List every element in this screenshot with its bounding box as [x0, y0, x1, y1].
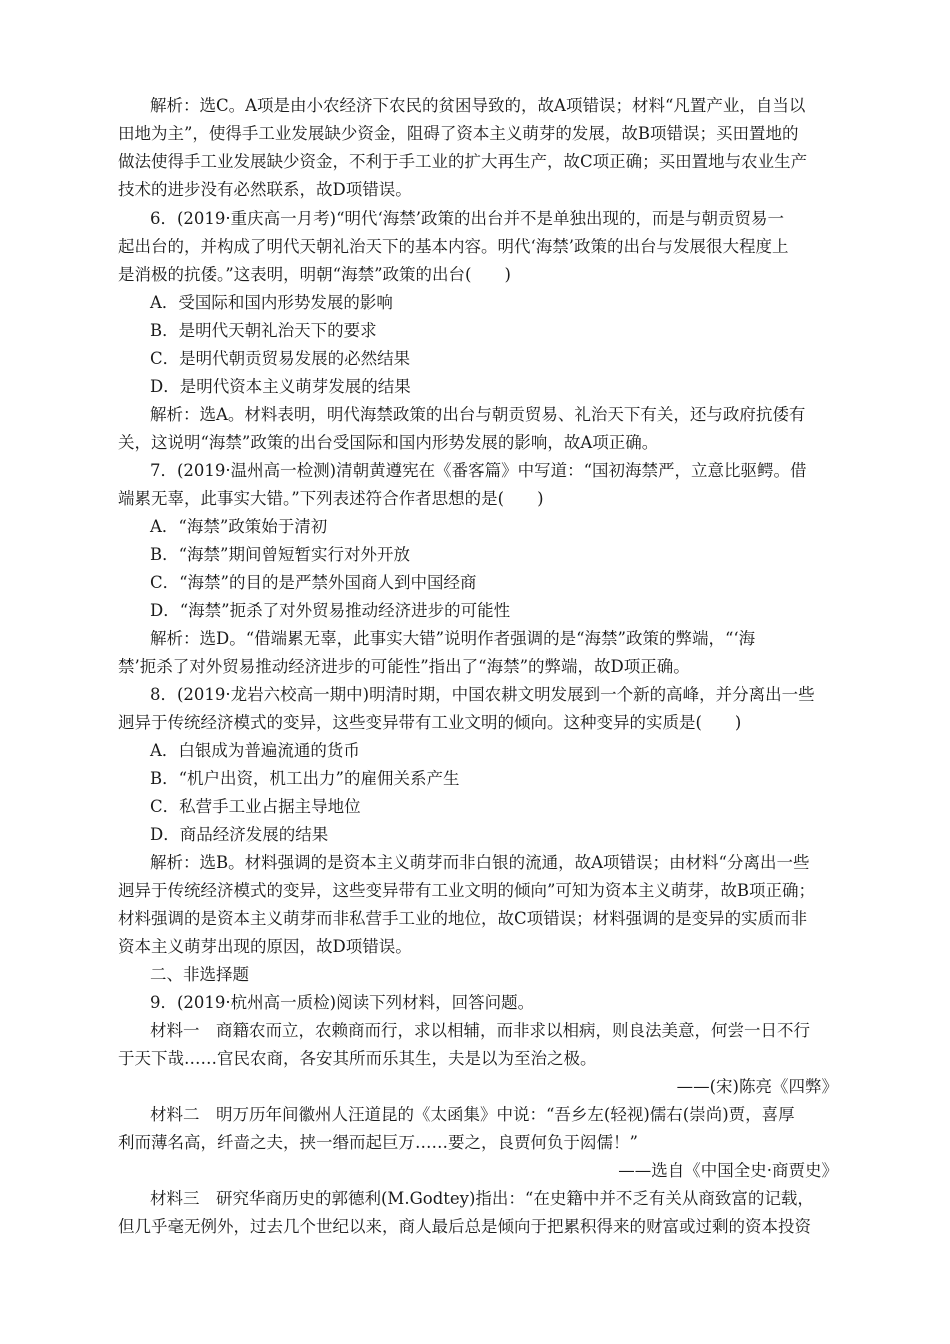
question-7-stem-line-2: 端累无辜，此事实大错。”下列表述符合作者思想的是( ) [118, 489, 544, 508]
analysis-7-line-1: 解析：选D。“借端累无辜，此事实大错”说明作者强调的是“海禁”政策的弊端，“‘海 [150, 629, 756, 648]
analysis-8-line-3: 材料强调的是资本主义萌芽而非私营手工业的地位，故C项错误；材料强调的是变异的实质而非 [118, 909, 808, 928]
question-6-option-c: C．是明代朝贡贸易发展的必然结果 [150, 349, 411, 368]
material-2-source: ——选自《中国全史·商贾史》 [618, 1161, 838, 1180]
analysis-8-line-2: 迥异于传统经济模式的变异，这些变异带有工业文明的倾向”可知为资本主义萌芽，故B项正确； [118, 881, 816, 900]
question-9-stem: 9．(2019·杭州高一质检)阅读下列材料，回答问题。 [150, 993, 535, 1012]
question-6-stem-line-2: 起出台的，并构成了明代天朝礼治天下的基本内容。明代‘海禁’政策的出台与发展很大程度上 [118, 237, 789, 256]
question-6-stem-line-1: 6．(2019·重庆高一月考)“明代‘海禁’政策的出台并不是单独出现的，而是与朝贡贸易一 [150, 209, 785, 228]
question-6-stem-line-3: 是消极的抗倭。”这表明，明朝“海禁”政策的出台( ) [118, 265, 511, 284]
analysis-6-line-2: 关，这说明“海禁”政策的出台受国际和国内形势发展的影响，故A项正确。 [118, 433, 659, 452]
question-7-option-b: B．“海禁”期间曾短暂实行对外开放 [150, 545, 410, 564]
analysis-7-line-2: 禁’扼杀了对外贸易推动经济进步的可能性”指出了“海禁”的弊端，故D项正确。 [118, 657, 690, 676]
question-7-option-a: A．“海禁”政策始于清初 [150, 517, 328, 536]
material-1-source: ——(宋)陈亮《四弊》 [676, 1077, 838, 1096]
analysis-5-line-2: 田地为主”，使得手工业发展缺少资金，阻碍了资本主义萌芽的发展，故B项错误；买田置地的 [118, 124, 799, 143]
question-6-option-a: A．受国际和国内形势发展的影响 [150, 293, 393, 312]
material-2-line-1: 材料二 明万历年间徽州人汪道昆的《太函集》中说：“吾乡左(轻视)儒右(崇尚)贾，喜厚 [150, 1105, 795, 1124]
question-7-option-c: C．“海禁”的目的是严禁外国商人到中国经商 [150, 573, 477, 592]
question-8-option-c: C．私营手工业占据主导地位 [150, 797, 361, 816]
question-8-stem-line-1: 8．(2019·龙岩六校高一期中)明清时期，中国农耕文明发展到一个新的高峰，并分离出一些 [150, 685, 815, 704]
question-6-option-d: D．是明代资本主义萌芽发展的结果 [150, 377, 411, 396]
question-7-option-d: D．“海禁”扼杀了对外贸易推动经济进步的可能性 [150, 601, 511, 620]
section-heading: 二、非选择题 [150, 965, 249, 984]
material-1-line-1: 材料一 商籍农而立，农赖商而行，求以相辅，而非求以相病，则良法美意，何尝一日不行 [150, 1021, 810, 1040]
analysis-5-line-1: 解析：选C。A项是由小农经济下农民的贫困导致的，故A项错误；材料“凡置产业，自当以 [150, 96, 806, 115]
analysis-8-line-1: 解析：选B。材料强调的是资本主义萌芽而非白银的流通，故A项错误；由材料“分离出一些 [150, 853, 810, 872]
question-7-stem-line-1: 7．(2019·温州高一检测)清朝黄遵宪在《番客篇》中写道：“国初海禁严，立意比驱鳄。借 [150, 461, 807, 480]
question-8-stem-line-2: 迥异于传统经济模式的变异，这些变异带有工业文明的倾向。这种变异的实质是( ) [118, 713, 742, 732]
material-3-line-1: 材料三 研究华商历史的郭德利(M.Godtey)指出：“在史籍中并不乏有关从商致富的记载， [150, 1189, 814, 1208]
analysis-8-line-4: 资本主义萌芽出现的原因，故D项错误。 [118, 937, 412, 956]
question-8-option-a: A．白银成为普遍流通的货币 [150, 741, 360, 760]
question-8-option-b: B．“机户出资，机工出力”的雇佣关系产生 [150, 769, 460, 788]
material-3-line-2: 但几乎毫无例外，过去几个世纪以来，商人最后总是倾向于把累积得来的财富或过剩的资本投资 [118, 1217, 811, 1236]
analysis-5-line-3: 做法使得手工业发展缺少资金，不利于手工业的扩大再生产，故C项正确；买田置地与农业生产 [118, 152, 808, 171]
material-2-line-2: 利而薄名高，纤啬之夫，挟一缗而起巨万……要之，良贾何负于闳儒！” [118, 1133, 638, 1152]
analysis-6-line-1: 解析：选A。材料表明，明代海禁政策的出台与朝贡贸易、礼治天下有关，还与政府抗倭有 [150, 405, 806, 424]
analysis-5-line-4: 技术的进步没有必然联系，故D项错误。 [118, 180, 412, 199]
question-8-option-d: D．商品经济发展的结果 [150, 825, 329, 844]
material-1-line-2: 于天下哉……官民农商，各安其所而乐其生，夫是以为至治之极。 [118, 1049, 597, 1068]
question-6-option-b: B．是明代天朝礼治天下的要求 [150, 321, 377, 340]
